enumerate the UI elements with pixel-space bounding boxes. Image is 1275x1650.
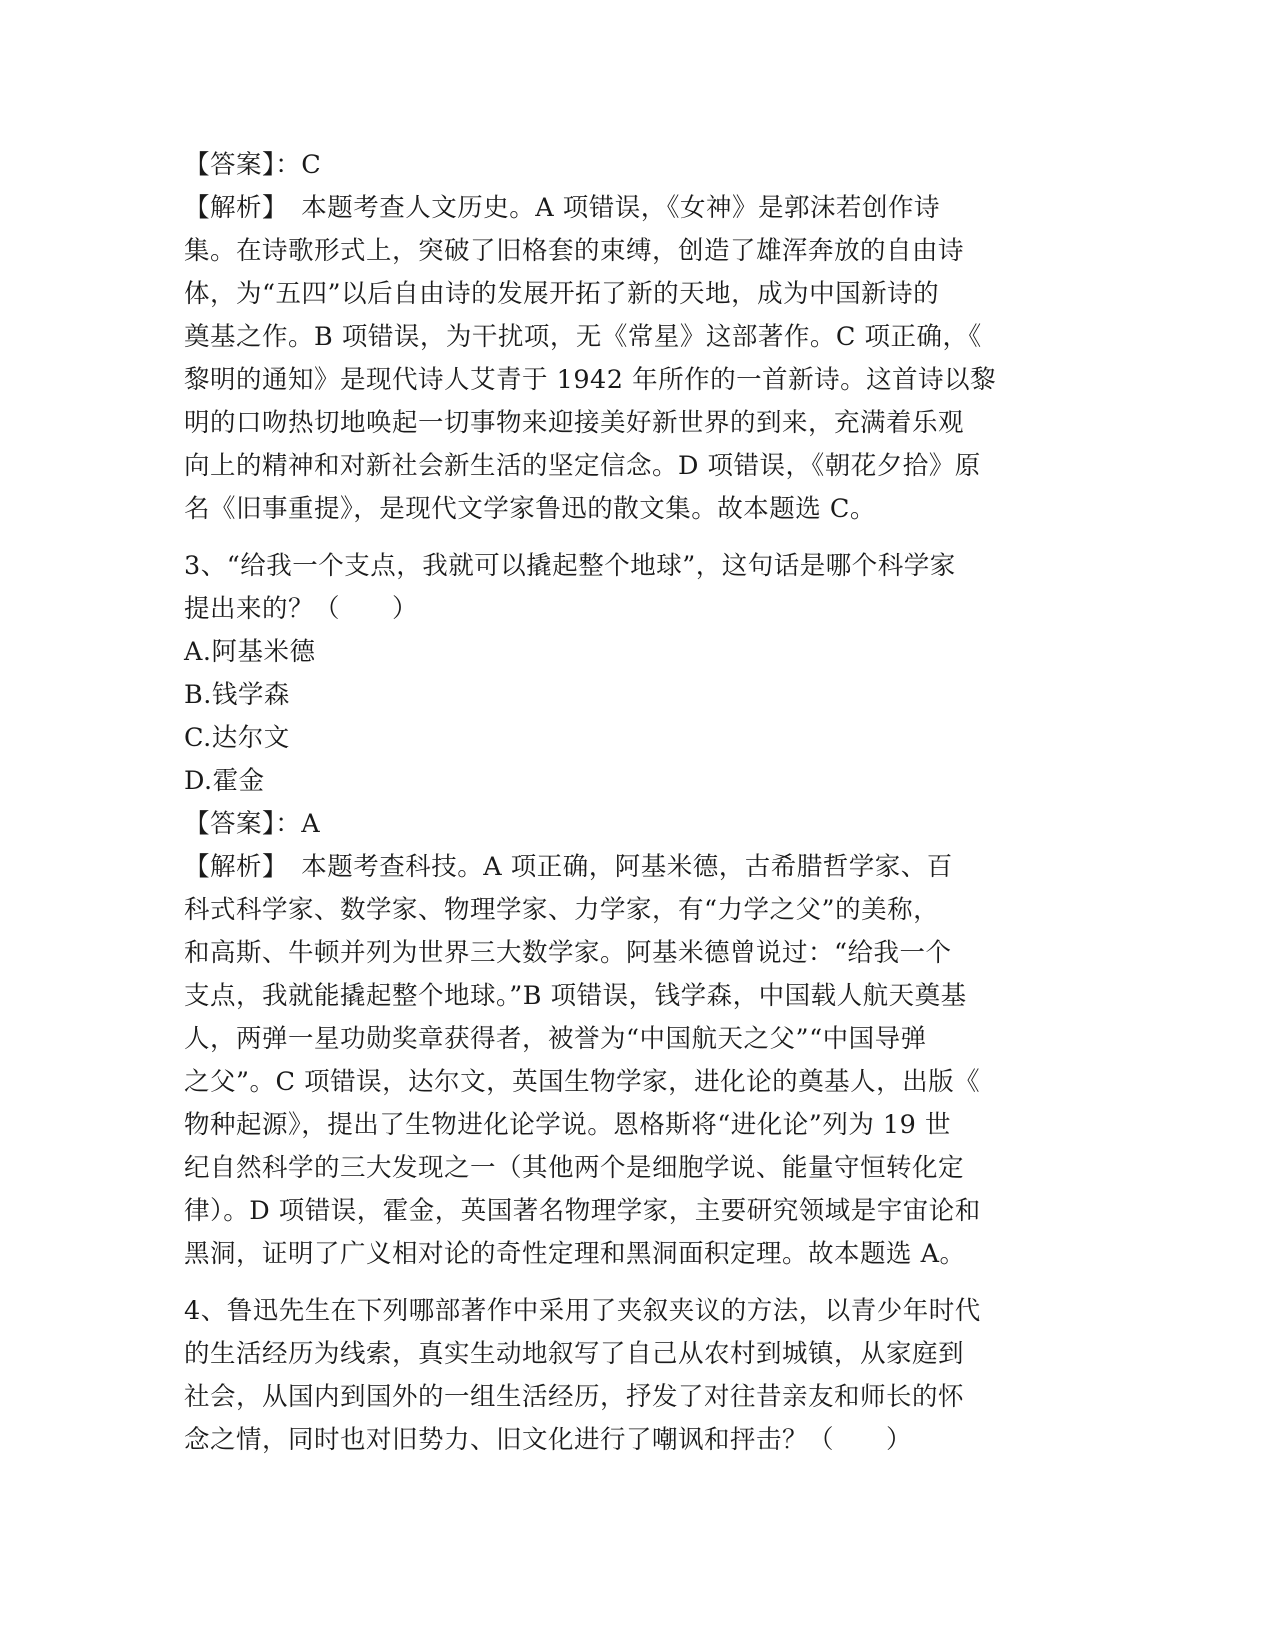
analysis-line: 纪自然科学的三大发现之一（其他两个是细胞学说、能量守恒转化定 (184, 1153, 965, 1183)
q3-options (184, 631, 1084, 803)
option-b: B.钱学森 (184, 680, 290, 710)
option-d: D.霍金 (184, 766, 265, 796)
question-line: 念之情，同时也对旧势力、旧文化进行了嘲讽和抨击？（ ） (184, 1425, 913, 1455)
option-a: A.阿基米德 (184, 637, 316, 667)
analysis-line: 人，两弹一星功勋奖章获得者，被誉为“中国航天之父”“中国导弹 (184, 1024, 927, 1054)
analysis-line: 黎明的通知》是现代诗人艾青于 1942 年所作的一首新诗。这首诗以黎 (184, 365, 997, 395)
option-c: C.达尔文 (184, 723, 290, 753)
analysis-line: 和高斯、牛顿并列为世界三大数学家。阿基米德曾说过：“给我一个 (184, 938, 952, 968)
q2-answer: 【答案】：C (184, 150, 322, 180)
q3-question (184, 545, 1084, 631)
analysis-line: 奠基之作。B 项错误，为干扰项，无《常星》这部著作。C 项正确，《 (184, 322, 982, 352)
analysis-line: 体，为“五四”以后自由诗的发展开拓了新的天地，成为中国新诗的 (184, 279, 940, 309)
analysis-line: 科式科学家、数学家、物理学家、力学家，有“力学之父”的美称， (184, 895, 940, 925)
q3-answer: 【答案】：A (184, 809, 321, 839)
analysis-line: 律）。D 项错误，霍金，英国著名物理学家，主要研究领域是宇宙论和 (184, 1196, 981, 1226)
analysis-line: 黑洞，证明了广义相对论的奇性定理和黑洞面积定理。故本题选 A。 (184, 1239, 966, 1269)
question-line: 4、鲁迅先生在下列哪部著作中采用了夹叙夹议的方法，以青少年时代 (184, 1296, 981, 1326)
analysis-line: 明的口吻热切地唤起一切事物来迎接美好新世界的到来，充满着乐观 (184, 408, 965, 438)
analysis-line: 支点，我就能撬起整个地球。”B 项错误，钱学森，中国载人航天奠基 (184, 981, 967, 1011)
document-page (184, 144, 1084, 1462)
analysis-line: 名《旧事重提》，是现代文学家鲁迅的散文集。故本题选 C。 (184, 494, 876, 524)
q3-analysis (184, 846, 1084, 1276)
analysis-line: 【解析】 本题考查科技。A 项正确，阿基米德，古希腊哲学家、百 (184, 852, 953, 882)
analysis-line: 向上的精神和对新社会新生活的坚定信念。D 项错误，《朝花夕拾》原 (184, 451, 981, 481)
question-line: 3、“给我一个支点，我就可以撬起整个地球”，这句话是哪个科学家 (184, 551, 956, 581)
question-line: 提出来的？（ ） (184, 594, 419, 624)
q2-analysis (184, 187, 1084, 531)
analysis-line: 集。在诗歌形式上，突破了旧格套的束缚，创造了雄浑奔放的自由诗 (184, 236, 965, 266)
question-line: 社会，从国内到国外的一组生活经历，抒发了对往昔亲友和师长的怀 (184, 1382, 965, 1412)
question-line: 的生活经历为线索，真实生动地叙写了自己从农村到城镇，从家庭到 (184, 1339, 965, 1369)
analysis-line: 物种起源》，提出了生物进化论学说。恩格斯将“进化论”列为 19 世 (184, 1110, 951, 1140)
analysis-line: 之父”。C 项错误，达尔文，英国生物学家，进化论的奠基人，出版《 (184, 1067, 981, 1097)
q4-question (184, 1290, 1084, 1462)
analysis-line: 【解析】 本题考查人文历史。A 项错误，《女神》是郭沫若创作诗 (184, 193, 941, 223)
